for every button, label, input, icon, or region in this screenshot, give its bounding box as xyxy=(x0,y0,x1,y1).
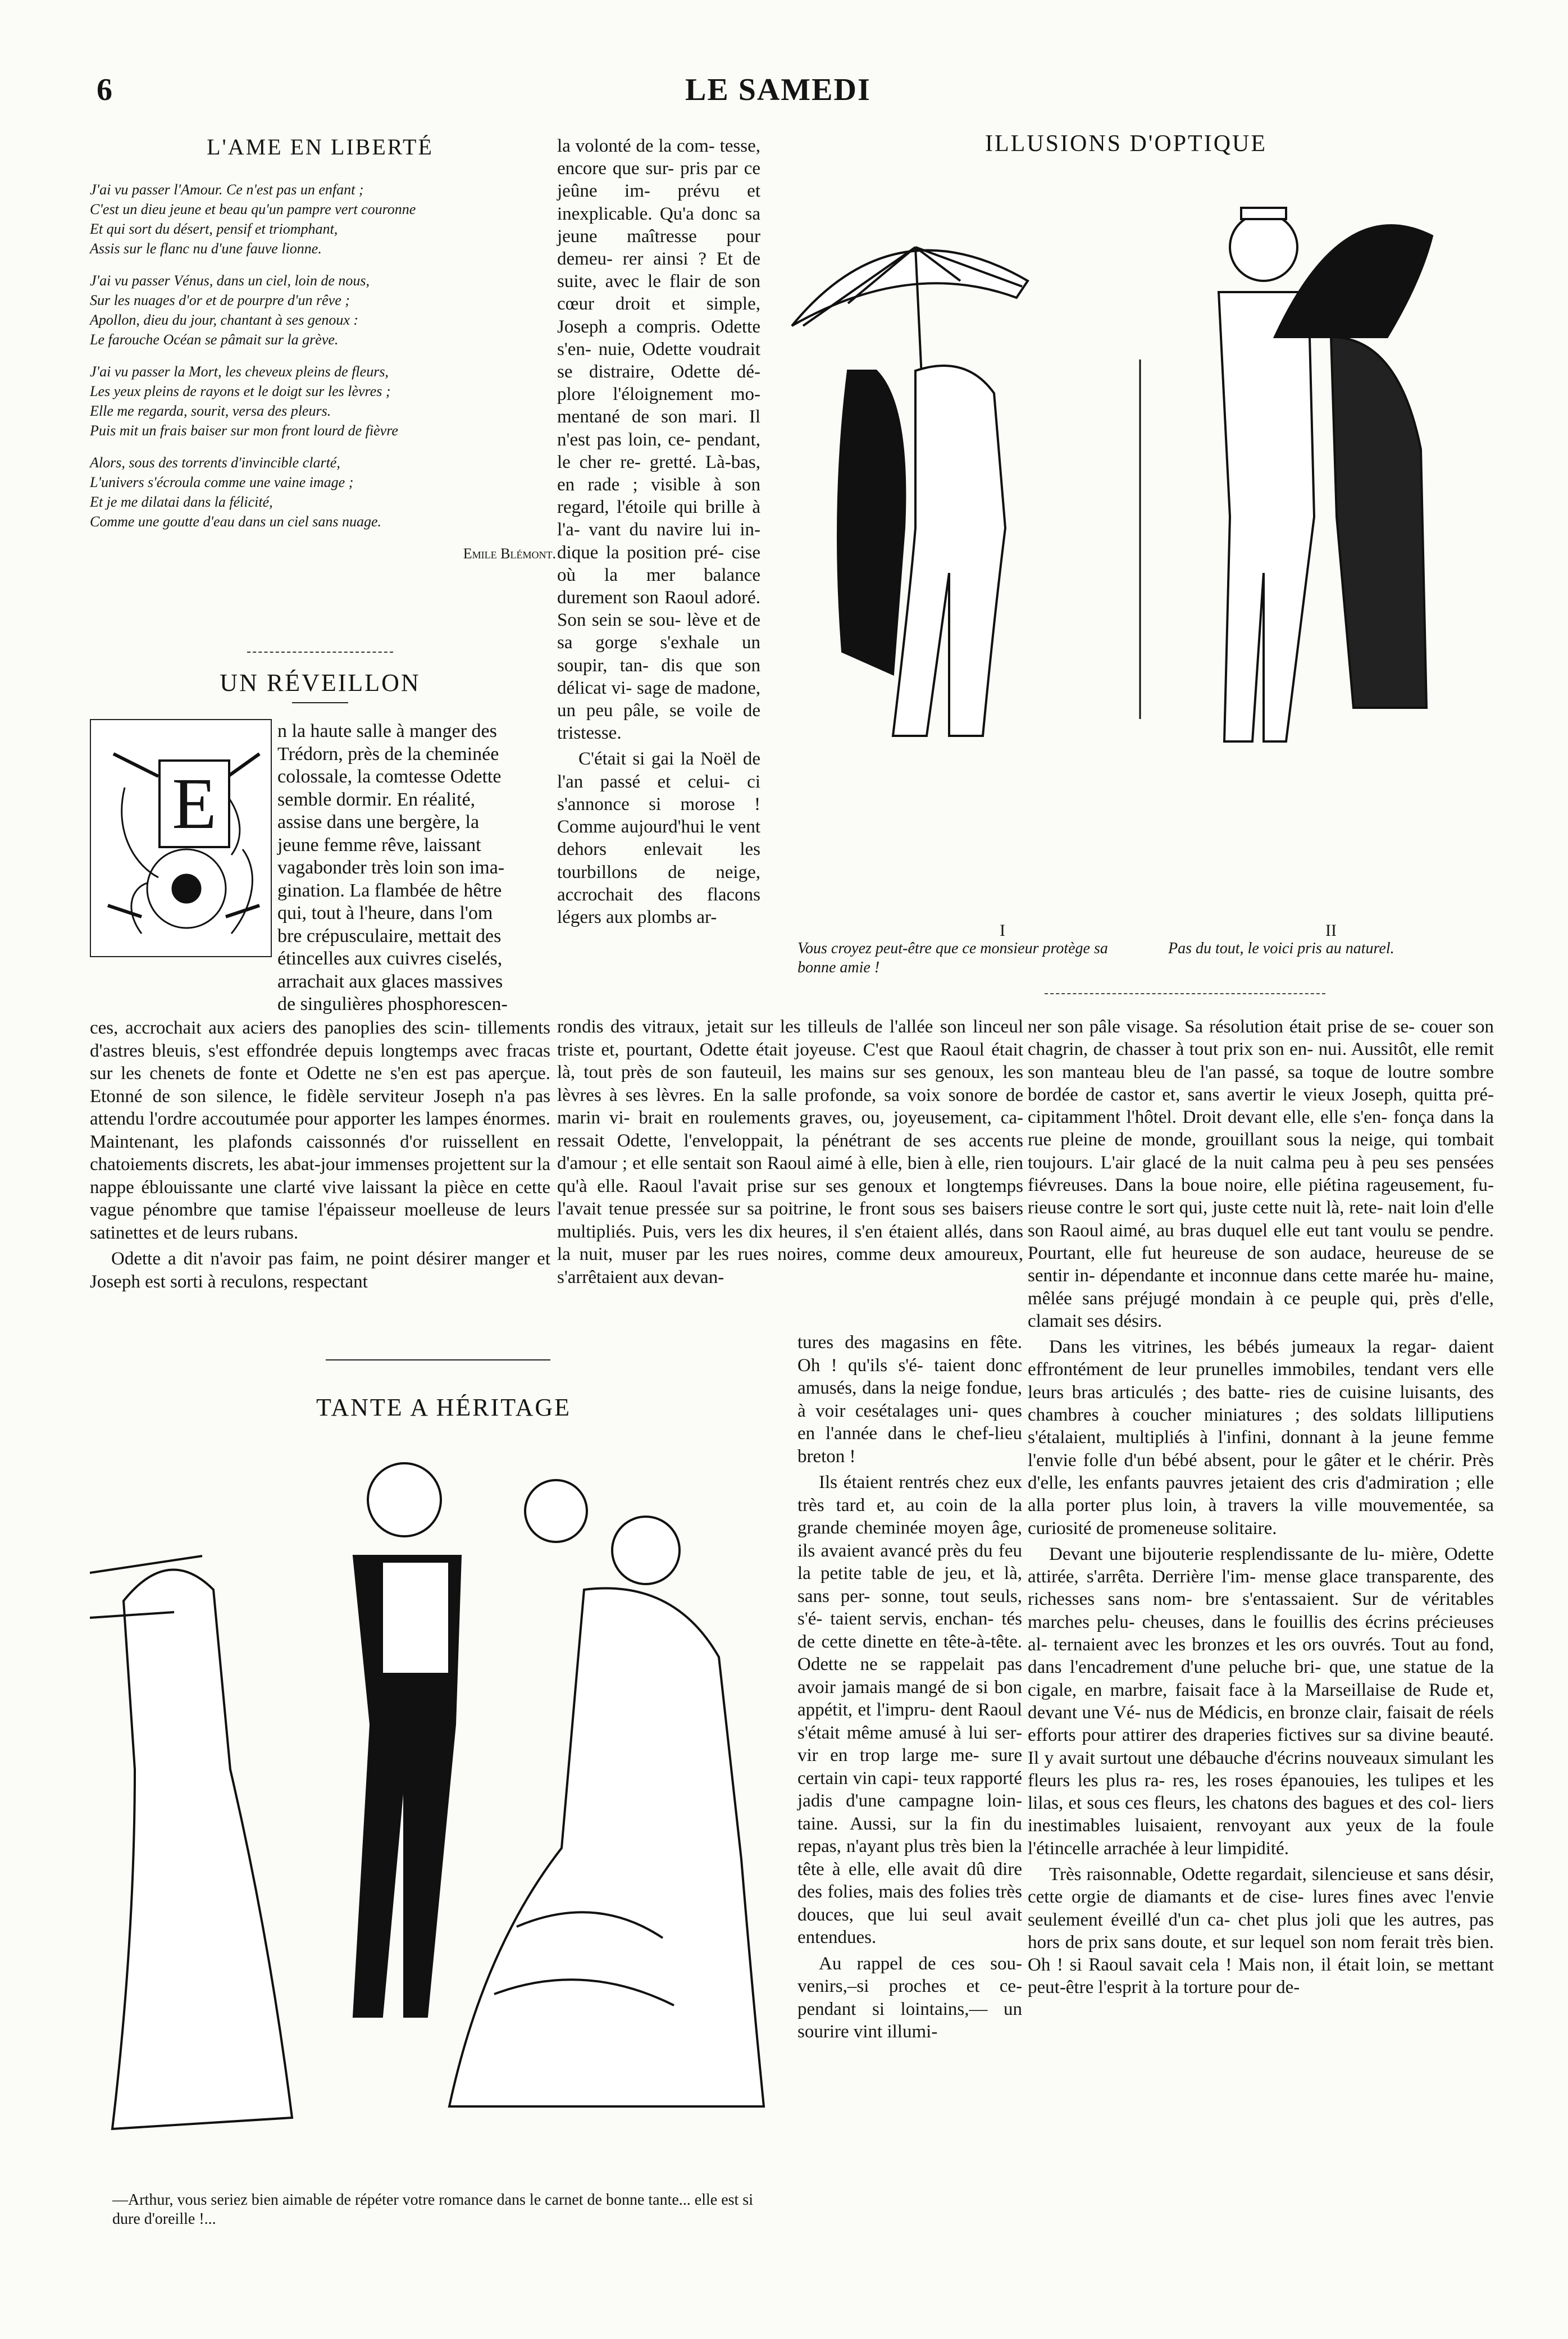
text-line: Trédorn, près de la cheminée xyxy=(277,743,499,765)
paragraph: Au rappel de ces sou- venirs,–si proches et ce- pendant si lointains,— un sourire vint illumi- xyxy=(797,1953,1022,2042)
text-line: de singulières phosphorescen- xyxy=(277,994,508,1014)
dropcap-letter-box xyxy=(158,759,230,848)
divider xyxy=(292,702,348,703)
poem-line: C'est un dieu jeune et beau qu'un pampre vert couronne xyxy=(90,201,416,217)
poem-line: L'univers s'écroula comme une vaine image ; xyxy=(90,474,354,490)
text-line: qui, tout à l'heure, dans l'om xyxy=(277,903,493,923)
text-line: n la haute salle à manger des xyxy=(277,721,497,741)
journal-title: LE SAMEDI xyxy=(685,72,871,107)
text-line: semble dormir. En réalité, xyxy=(277,789,476,810)
panel-1-caption: Vous croyez peut-être que ce monsieur protège sa bonne amie ! xyxy=(797,940,1108,976)
poem-body xyxy=(90,180,556,563)
poem-stanza xyxy=(90,362,556,440)
poem-line: Les yeux pleins de rayons et le doigt sur les lèvres ; xyxy=(90,383,391,399)
page-number: 6 xyxy=(97,72,112,107)
text-line: étincelles aux cuivres ciselés, xyxy=(277,948,503,969)
paragraph: Dans les vitrines, les bébés jumeaux la regar- daient effrontément de leur prunelles immobiles, tendant vers elle leurs bras articulés ; des batte- ries de cuisine luisants, des chambres à coucher miniatures ; des soldats lilliputiens s'étalaient, multipliés à l'infini, donnant à la jeune femme l'envie folle d'un bébé absent, pour le gâter et le chérir. Près d'elle, les enfants pauvres jetaient des cris d'admiration ; elle alla porter plus loin, à travers la ville mouvementée, sa curiosité de promeneuse solitaire. xyxy=(1028,1337,1494,1539)
text-line: gination. La flambée de hêtre xyxy=(277,880,502,901)
paragraph: Odette a dit n'avoir pas faim, ne point désirer manger et Joseph est sorti à reculons, respectant xyxy=(90,1249,550,1292)
poem-line: Puis mit un frais baiser sur mon front lourd de fièvre xyxy=(90,422,398,439)
poem-line: Le farouche Océan se pâmait sur la grève. xyxy=(90,331,339,348)
poem-line: Et je me dilatai dans la félicité, xyxy=(90,494,273,510)
story-title: UN RÉVEILLON xyxy=(220,669,421,697)
poem-stanza xyxy=(90,271,556,349)
poem-line: Elle me regarda, sourit, versa des pleurs. xyxy=(90,403,331,419)
story-column-3 xyxy=(797,1331,1022,2047)
poem-stanza xyxy=(90,180,556,258)
tante-title: TANTE A HÉRITAGE xyxy=(316,1394,571,1421)
illustration-tante-heritage xyxy=(90,1432,792,2163)
paragraph: ner son pâle visage. Sa résolution était prise de se- couer son chagrin, de chasser à tout prix son en- nui. Aussitôt, elle remit son manteau bleu de l'an passé, sa toque de loutre sombre bordée de castor et, sans avertir le vieux Joseph, quitta pré- cipitamment l'hôtel. Droit devant elle, elle s'en- fonça dans la rue pleine de monde, grouillant sous la neige, qui tombait toujours. L'air glacé de la nuit calma peu à peu ses pensées fiévreuses. Dans la boue noire, elle piétina rageusement, fu- rieuse contre le sort qui, juste cette nuit là, rete- nait loin d'elle son Raoul aimé, au bras duquel elle eut tant voulu se pendre. Pourtant, elle fut heureuse de son audace, heureuse de se sentir in- dépendante et inconnue dans cette marée hu- maine, mêlée sans préjugé mondain à ce peuple qui, près d'elle, clamait ses désirs. xyxy=(1028,1017,1494,1331)
poem-stanza xyxy=(90,453,556,531)
text-line: assise dans une bergère, la xyxy=(277,812,480,832)
divider xyxy=(326,1359,550,1360)
text-line: bre crépusculaire, mettait des xyxy=(277,925,502,946)
poem-line: Assis sur le flanc nu d'une fauve lionne. xyxy=(90,240,322,257)
panel-2-number: II xyxy=(1325,921,1337,940)
poem-line: J'ai vu passer l'Amour. Ce n'est pas un enfant ; xyxy=(90,181,364,198)
paragraph: Ils étaient rentrés chez eux très tard et, au coin de la grande cheminée moyen âge, ils avaient avancé près du feu la petite table de jeu, et là, sans per- sonne, tout seuls, s'é- taient servis, enchan- tés de cette dinette en tête-à-tête. Odette ne se rappelait pas avoir jamais mangé de si bon appétit, et l'impru- dent Raoul s'était même amusé à lui ser- vir en trop large me- sure certain vin capi- teux rapporté jadis d'une campagne loin- taine. Aussi, sur la fin du repas, n'ayant plus très bien la tête à elle, elle avait dû dire des folies, mais des folies très douces, que lui seul avait entendues. xyxy=(797,1472,1022,1947)
illusions-title: ILLUSIONS D'OPTIQUE xyxy=(984,131,1268,157)
story-wide-paragraph: rondis des vitraux, jetait sur les tilleuls de l'allée son linceul triste et, pourtant, Odette était joyeuse. C'est que Raoul était là, tout près de son fauteuil, les mains sur ses genoux, les lèvres à ses lèvres. En la salle profonde, sa voix sonore de marin vi- brait en roulements graves, ou, joyeusement, ca- ressait Odette, l'enveloppait, la pénétrant de ses accents d'amour ; et elle sentait son Raoul aimé à elle, bien à elle, rien qu'à elle. Raoul l'avait prise sur ses genoux et longtemps l'avait tenue pressée sur sa poitrine, le front sous ses baisers multipliés. Puis, vers les dix heures, il s'en étaient allés, dans la nuit, muser par les rues noires, comme deux amoureux, s'arrêtaient aux devan- xyxy=(557,1017,1023,1287)
salon-party-drawing-icon xyxy=(90,1432,792,2163)
divider xyxy=(247,652,393,653)
story-column-1 xyxy=(90,1017,550,1296)
panel-1-number: I xyxy=(1000,921,1005,940)
divider xyxy=(1045,993,1325,994)
poem-line: Apollon, dieu du jour, chantant à ses genoux : xyxy=(90,312,359,328)
story-column-2 xyxy=(557,135,760,932)
couple-umbrella-drawing-icon xyxy=(781,169,1477,916)
poem-signature: Emile Blémont. xyxy=(463,545,556,562)
text-line: arrachait aux glaces massives xyxy=(277,971,503,992)
paragraph: Devant une bijouterie resplendissante de lu- mière, Odette attirée, s'arrêta. Derrière l'im- mense glace transparente, des richesses sans nom- bre s'entassaient. Sur de véritables marches pelu- cheuses, dans le fouillis des écrins précieuses al- ternaient avec les bronzes et les ors ouvrés. Tout au fond, dans l'encadrement d'une peluche bri- que, une statue de la cigale, en marbre, faisait face à la Marseillaise de Rude et, devant une Vé- nus de Médicis, en bronze clair, faisait de réels efforts pour attirer des draperies fictives sur sa divine beauté. Il y avait surtout une débauche d'écrins nouveaux simulant les fleurs les plus ra- res, les roses épanouies, les tulipes et les lilas, et sous ces fleurs, les chatons des bagues et des col- liers inestimables luisaient, renvoyant aux yeux de la foule l'étincelle arrachée à leur limpidité. xyxy=(1028,1544,1494,1859)
panel-2-caption: Pas du tout, le voici pris au naturel. xyxy=(1168,940,1394,957)
tante-caption: —Arthur, vous seriez bien aimable de répéter votre romance dans le carnet de bonne tante... elle est si dure d'oreille !... xyxy=(112,2191,753,2228)
text-line: vagabonder très loin son ima- xyxy=(277,857,505,878)
text-line: jeune femme rêve, laissant xyxy=(277,834,481,855)
poem-line: Et qui sort du désert, pensif et triomphant, xyxy=(90,221,338,237)
illustration-illusions xyxy=(781,169,1477,916)
paragraph: la volonté de la com- tesse, encore que sur- pris par ce jeûne im- prévu et inexplicable. Qu'a donc sa jeune maîtresse pour demeu- rer ainsi ? Et de suite, avec le flair de son cœur droit et simple, Joseph a compris. Odette s'en- nuie, Odette voudrait se distraire, Odette dé- plore l'éloignement mo- mentané de son mari. Il n'est pas loin, ce- pendant, le cher re- gretté. Là-bas, en rade ; visible à son regard, l'étoile qui brille à l'a- vant du navire lui in- dique la position pré- cise où la mer balance durement son Raoul adoré. Son sein se sou- lève et de sa gorge s'exhale un soupir, tan- dis que son délicat vi- sage de madone, un peu pâle, se voile de tristesse. xyxy=(557,136,760,744)
poem-title: L'AME EN LIBERTÉ xyxy=(207,134,434,160)
poem-line: J'ai vu passer la Mort, les cheveux pleins de fleurs, xyxy=(90,363,389,380)
paragraph: Très raisonnable, Odette regardait, silencieuse et sans désir, cette orgie de diamants et de cise- lures fines avec l'envie seulement éveillé d'un ca- chet plus joli que les autres, pas hors de prix sans doute, et sur lequel son nom ferait très bien. Oh ! si Raoul savait cela ! Mais non, il était loin, se mettant peut-être l'esprit à la torture pour de- xyxy=(1028,1864,1494,1998)
paragraph: C'était si gai la Noël de l'an passé et celui- ci s'annonce si morose ! Comme aujourd'hui le vent dehors enlevait les tourbillons de neige, accrochait des flacons légers aux plombs ar- xyxy=(557,749,760,927)
story-column-1-top xyxy=(277,720,550,1016)
dropcap-letter: E xyxy=(172,763,217,844)
paragraph: ces, accrochait aux aciers des panoplies des scin- tillements d'astres bleuis, s'est effondrée depuis longtemps avec fracas sur les chenets de fonte et Odette ne s'en est pas aperçue. Etonné de son silence, le fidèle serviteur Joseph n'a pas attendu l'ordre accoutumée pour apporter les lampes énormes. Maintenant, les plafonds caissonnés d'or ruissellent en chatoiements discrets, les abat-jour immenses projettent sur la nappe éblouissante une clarté vive laissant la pièce en cette vague pénombre que tamise l'épaisseur moelleuse de leurs satinettes et de leurs rubans. xyxy=(90,1018,550,1243)
paragraph: tures des magasins en fête. Oh ! qu'ils s'é- taient donc amusés, dans la neige fondue, à voir cesétalages uni- ques en l'année dans le chef-lieu breton ! xyxy=(797,1332,1022,1467)
ornamental-dropcap xyxy=(90,719,272,957)
poem-line: Sur les nuages d'or et de pourpre d'un rêve ; xyxy=(90,292,350,308)
story-column-4 xyxy=(1028,1016,1494,2003)
poem-line: Alors, sous des torrents d'invincible clarté, xyxy=(90,454,340,471)
poem-line: Comme une goutte d'eau dans un ciel sans nuage. xyxy=(90,513,381,530)
text-line: colossale, la comtesse Odette xyxy=(277,766,502,787)
poem-line: J'ai vu passer Vénus, dans un ciel, loin de nous, xyxy=(90,272,370,289)
